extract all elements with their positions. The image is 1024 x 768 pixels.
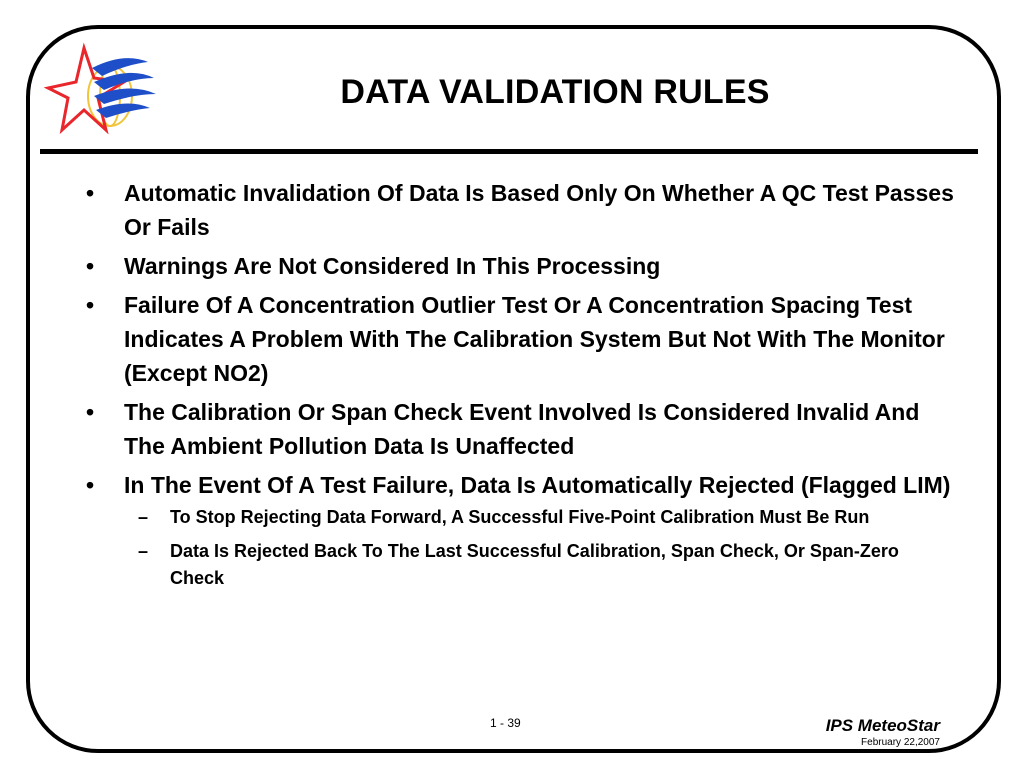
sub-bullet-text: To Stop Rejecting Data Forward, A Successful Five-Point Calibration Must Be Run <box>170 507 870 527</box>
bullet-text: Failure Of A Concentration Outlier Test Or A Concentration Spacing Test Indicates A Problem With The Calibration System But Not With The Monitor (Except NO2) <box>124 292 945 386</box>
bullet-marker: • <box>86 399 95 425</box>
bullet-item <box>86 249 956 283</box>
bullet-text: The Calibration Or Span Check Event Involved Is Considered Invalid And The Ambient Pollution Data Is Unaffected <box>124 399 920 459</box>
footer-date: February 22,2007 <box>861 737 940 748</box>
bullet-marker: • <box>86 253 95 279</box>
bullet-text: Warnings Are Not Considered In This Processing <box>124 253 661 279</box>
title-divider <box>40 149 978 154</box>
bullet-item <box>86 176 956 244</box>
bullet-text: Automatic Invalidation Of Data Is Based Only On Whether A QC Test Passes Or Fails <box>124 180 954 240</box>
bullet-item <box>86 288 956 390</box>
bullet-list <box>86 176 956 599</box>
footer-brand <box>826 716 940 748</box>
sub-bullet-item <box>124 504 956 531</box>
bullet-item <box>86 468 956 592</box>
sub-bullet-list <box>124 504 956 592</box>
slide-title: DATA VALIDATION RULES <box>340 73 770 111</box>
sub-bullet-item <box>124 538 956 592</box>
meteostar-logo-icon <box>44 42 164 142</box>
company-name: IPS MeteoStar <box>825 716 940 735</box>
bullet-marker: • <box>86 180 95 206</box>
bullet-marker: • <box>86 292 95 318</box>
sub-bullet-text: Data Is Rejected Back To The Last Successful Calibration, Span Check, Or Span-Zero Check <box>170 541 899 588</box>
bullet-text: In The Event Of A Test Failure, Data Is Automatically Rejected (Flagged LIM) <box>124 472 951 498</box>
bullet-item <box>86 395 956 463</box>
bullet-marker: • <box>86 472 95 498</box>
slide-number: 1 - 39 <box>490 716 521 730</box>
sub-bullet-marker: – <box>138 507 149 527</box>
sub-bullet-marker: – <box>138 541 149 561</box>
